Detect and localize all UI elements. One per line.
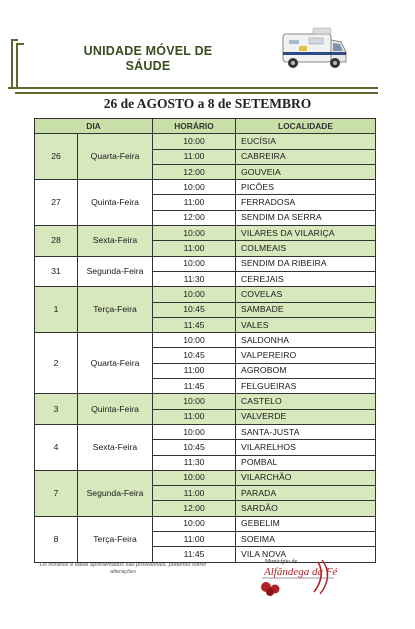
day-number-cell: 26 [35,134,78,180]
table-row [35,287,376,302]
time-cell: 11:45 [153,379,236,394]
day-number-cell: 4 [35,424,78,470]
header-divider [8,87,378,89]
location-cell: FERRADOSA [236,195,376,210]
weekday-cell: Quarta-Feira [78,134,153,180]
location-cell: VILA NOVA [236,547,376,562]
title-line-2: SÁUDE [125,59,171,73]
day-number-cell: 27 [35,180,78,226]
location-cell: COVELAS [236,287,376,302]
location-cell: SENDIM DA SERRA [236,210,376,225]
time-cell: 10:00 [153,287,236,302]
location-cell: VILARES DA VILARIÇA [236,226,376,241]
location-cell: PARADA [236,486,376,501]
time-cell: 11:00 [153,363,236,378]
location-cell: SALDONHA [236,333,376,348]
location-cell: GEBELIM [236,516,376,531]
location-cell: CABREIRA [236,149,376,164]
location-cell: SENDIM DA RIBEIRA [236,256,376,271]
day-number-cell: 1 [35,287,78,333]
weekday-cell: Segunda-Feira [78,470,153,516]
time-cell: 12:00 [153,501,236,516]
time-cell: 10:00 [153,394,236,409]
location-cell: SANTA-JUSTA [236,424,376,439]
day-number-cell: 28 [35,226,78,257]
column-header-dia: DIA [35,119,153,134]
time-cell: 10:00 [153,226,236,241]
schedule-table [34,118,376,563]
header-divider-lower [15,92,378,94]
disclaimer-note: Os horários e datas apresentados são provisionais, podendo sofrer alterações [39,562,207,575]
location-cell: VALPEREIRO [236,348,376,363]
table-row [35,394,376,409]
weekday-cell: Quarta-Feira [78,333,153,394]
schedule-body [35,134,376,562]
table-row [35,134,376,149]
time-cell: 10:00 [153,180,236,195]
page-title [58,44,238,74]
time-cell: 10:00 [153,256,236,271]
table-row [35,256,376,271]
logo-text-name: Alfândega da Fé [264,566,338,578]
weekday-cell: Sexta-Feira [78,226,153,257]
location-cell: VILARCHÃO [236,470,376,485]
time-cell: 11:00 [153,195,236,210]
day-number-cell: 31 [35,256,78,287]
time-cell: 11:45 [153,547,236,562]
time-cell: 11:00 [153,241,236,256]
weekday-cell: Sexta-Feira [78,424,153,470]
date-range-subtitle: 26 de AGOSTO a 8 de SETEMBRO [103,96,312,111]
weekday-cell: Terça-Feira [78,516,153,562]
weekday-cell: Quinta-Feira [78,394,153,425]
location-cell: CEREJAIS [236,271,376,286]
time-cell: 11:30 [153,455,236,470]
day-number-cell: 2 [35,333,78,394]
location-cell: VALVERDE [236,409,376,424]
time-cell: 11:00 [153,532,236,547]
time-cell: 11:00 [153,149,236,164]
time-cell: 11:45 [153,317,236,332]
time-cell: 12:00 [153,210,236,225]
column-header-localidade: LOCALIDADE [236,119,376,134]
location-cell: SARDÃO [236,501,376,516]
ambulance-van-image [279,26,349,74]
time-cell: 10:45 [153,348,236,363]
location-cell: CASTELO [236,394,376,409]
column-header-horario: HORÁRIO [153,119,236,134]
time-cell: 10:00 [153,424,236,439]
time-cell: 11:00 [153,409,236,424]
location-cell: SAMBADE [236,302,376,317]
time-cell: 10:00 [153,333,236,348]
weekday-cell: Terça-Feira [78,287,153,333]
location-cell: GOUVEIA [236,164,376,179]
location-cell: VILARELHOS [236,440,376,455]
title-line-1: UNIDADE MÓVEL DE [83,44,213,58]
location-cell: SOEIMA [236,532,376,547]
location-cell: COLMEAIS [236,241,376,256]
table-row [35,180,376,195]
time-cell: 10:00 [153,134,236,149]
location-cell: FELGUEIRAS [236,379,376,394]
weekday-cell: Segunda-Feira [78,256,153,287]
day-number-cell: 7 [35,470,78,516]
day-number-cell: 8 [35,516,78,562]
weekday-cell: Quinta-Feira [78,180,153,226]
location-cell: EUCÍSIA [236,134,376,149]
table-row [35,333,376,348]
table-header-row [35,119,376,134]
location-cell: AGROBOM [236,363,376,378]
time-cell: 10:00 [153,470,236,485]
time-cell: 11:30 [153,271,236,286]
table-row [35,226,376,241]
table-row [35,516,376,531]
time-cell: 10:45 [153,302,236,317]
location-cell: POMBAL [236,455,376,470]
table-row [35,470,376,485]
table-row [35,424,376,439]
time-cell: 10:00 [153,516,236,531]
time-cell: 11:00 [153,486,236,501]
day-number-cell: 3 [35,394,78,425]
time-cell: 10:45 [153,440,236,455]
logo-text-municipio: Município de [265,559,298,565]
time-cell: 12:00 [153,164,236,179]
location-cell: PICÕES [236,180,376,195]
location-cell: VALES [236,317,376,332]
